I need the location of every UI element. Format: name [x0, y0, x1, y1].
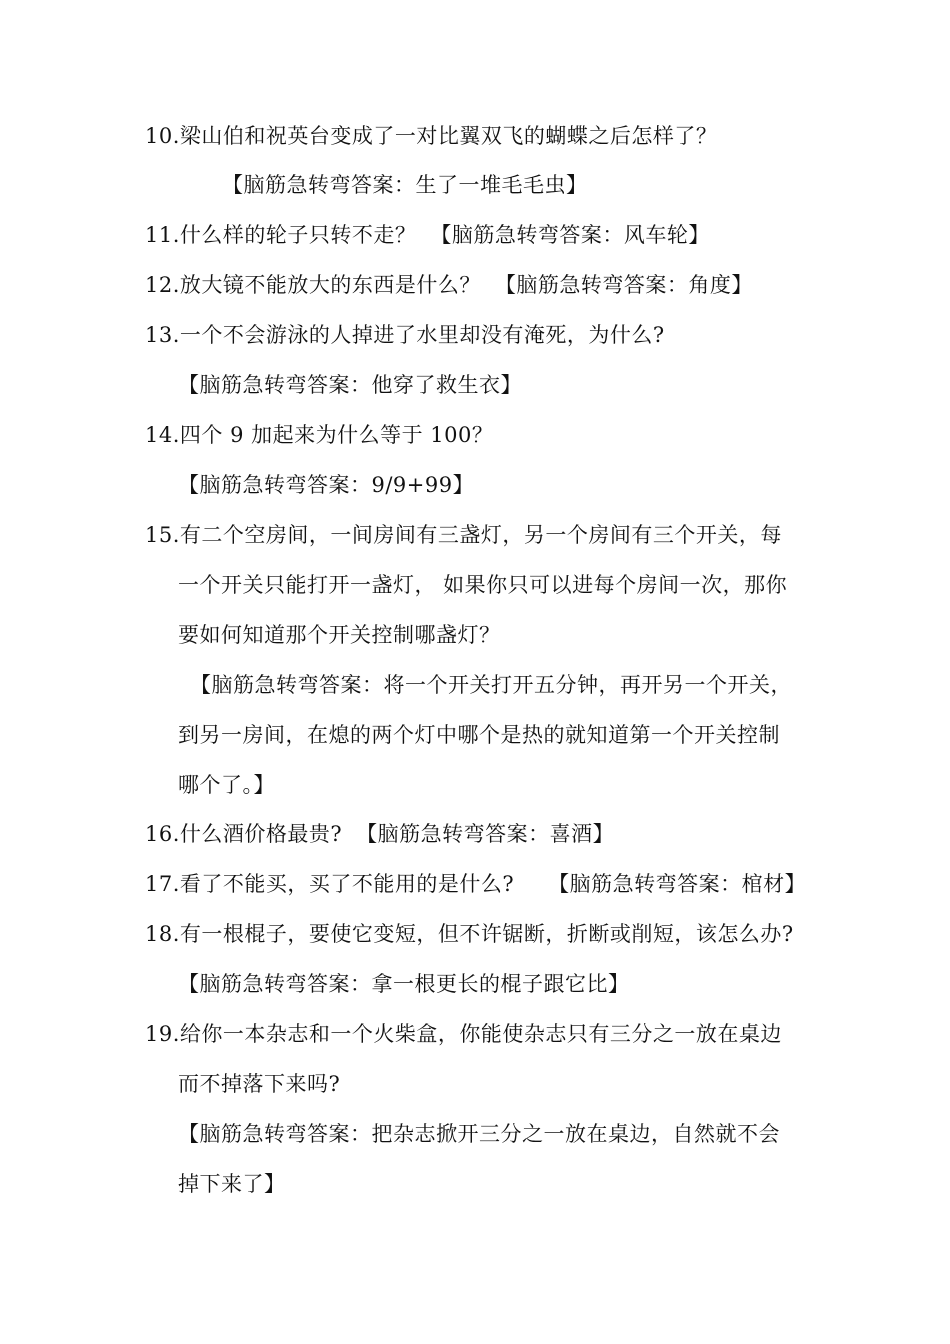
question-line — [145, 271, 753, 299]
answer-line: 到另一房间，在熄的两个灯中哪个是热的就知道第一个开关控制 — [178, 723, 780, 747]
question-number: 15. — [145, 523, 180, 547]
question-line — [145, 221, 710, 249]
question-line — [145, 820, 614, 848]
question-number: 10. — [145, 124, 180, 148]
answer-line: 哪个了。】 — [178, 773, 275, 797]
question-number: 12. — [145, 273, 180, 297]
question-text: 梁山伯和祝英台变成了一对比翼双飞的蝴蝶之后怎样了？ — [179, 124, 718, 148]
question-text: 看了不能买，买了不能用的是什么? — [179, 872, 515, 896]
answer-line: 【脑筋急转弯答案：拿一根更长的棍子跟它比】 — [178, 972, 630, 996]
question-text: 一个不会游泳的人掉进了水里却没有淹死，为什么? — [179, 323, 665, 347]
question-text: 给你一本杂志和一个火柴盒，你能使杂志只有三分之一放在桌边 — [179, 1022, 782, 1046]
question-number: 16. — [145, 822, 180, 846]
answer-text: 【脑筋急转弯答案：角度】 — [494, 273, 753, 297]
question-line — [145, 321, 665, 349]
answer-text: 【脑筋急转弯答案：喜酒】 — [356, 822, 615, 846]
question-line — [145, 1020, 782, 1048]
question-line: 要如何知道那个开关控制哪盏灯？ — [178, 623, 501, 647]
question-number: 11. — [145, 223, 180, 247]
answer-text: 【脑筋急转弯答案：棺材】 — [548, 872, 807, 896]
answer-line: 【脑筋急转弯答案：把杂志掀开三分之一放在桌边，自然就不会 — [178, 1122, 780, 1146]
answer-line: 【脑筋急转弯答案：将一个开关打开五分钟，再开另一个开关， — [190, 673, 792, 697]
question-text: 放大镜不能放大的东西是什么？ — [179, 273, 481, 297]
answer-line: 掉下来了】 — [178, 1172, 286, 1196]
question-line — [145, 421, 493, 449]
question-line — [145, 521, 782, 549]
question-text: 有一根棍子，要使它变短，但不许锯断，折断或削短，该怎么办? — [179, 922, 794, 946]
question-text: 有二个空房间，一间房间有三盏灯，另一个房间有三个开关，每 — [179, 523, 782, 547]
question-text: 四个 9 加起来为什么等于 100？ — [179, 423, 494, 447]
question-line — [145, 920, 794, 948]
question-number: 19. — [145, 1022, 180, 1046]
question-line: 而不掉落下来吗? — [178, 1072, 341, 1096]
question-number: 18. — [145, 922, 180, 946]
question-number: 13. — [145, 323, 180, 347]
question-text: 什么酒价格最贵? — [179, 822, 343, 846]
answer-line: 【脑筋急转弯答案：9/9+99】 — [178, 473, 475, 497]
question-number: 14. — [145, 423, 180, 447]
question-line: 一个开关只能打开一盏灯， 如果你只可以进每个房间一次，那你 — [178, 573, 788, 597]
answer-text: 【脑筋急转弯答案：风车轮】 — [430, 223, 710, 247]
answer-line: 【脑筋急转弯答案：生了一堆毛毛虫】 — [222, 173, 588, 197]
question-text: 什么样的轮子只转不走？ — [179, 223, 417, 247]
question-line — [145, 870, 806, 898]
question-line — [145, 122, 717, 150]
question-number: 17. — [145, 872, 180, 896]
answer-line: 【脑筋急转弯答案：他穿了救生衣】 — [178, 373, 522, 397]
